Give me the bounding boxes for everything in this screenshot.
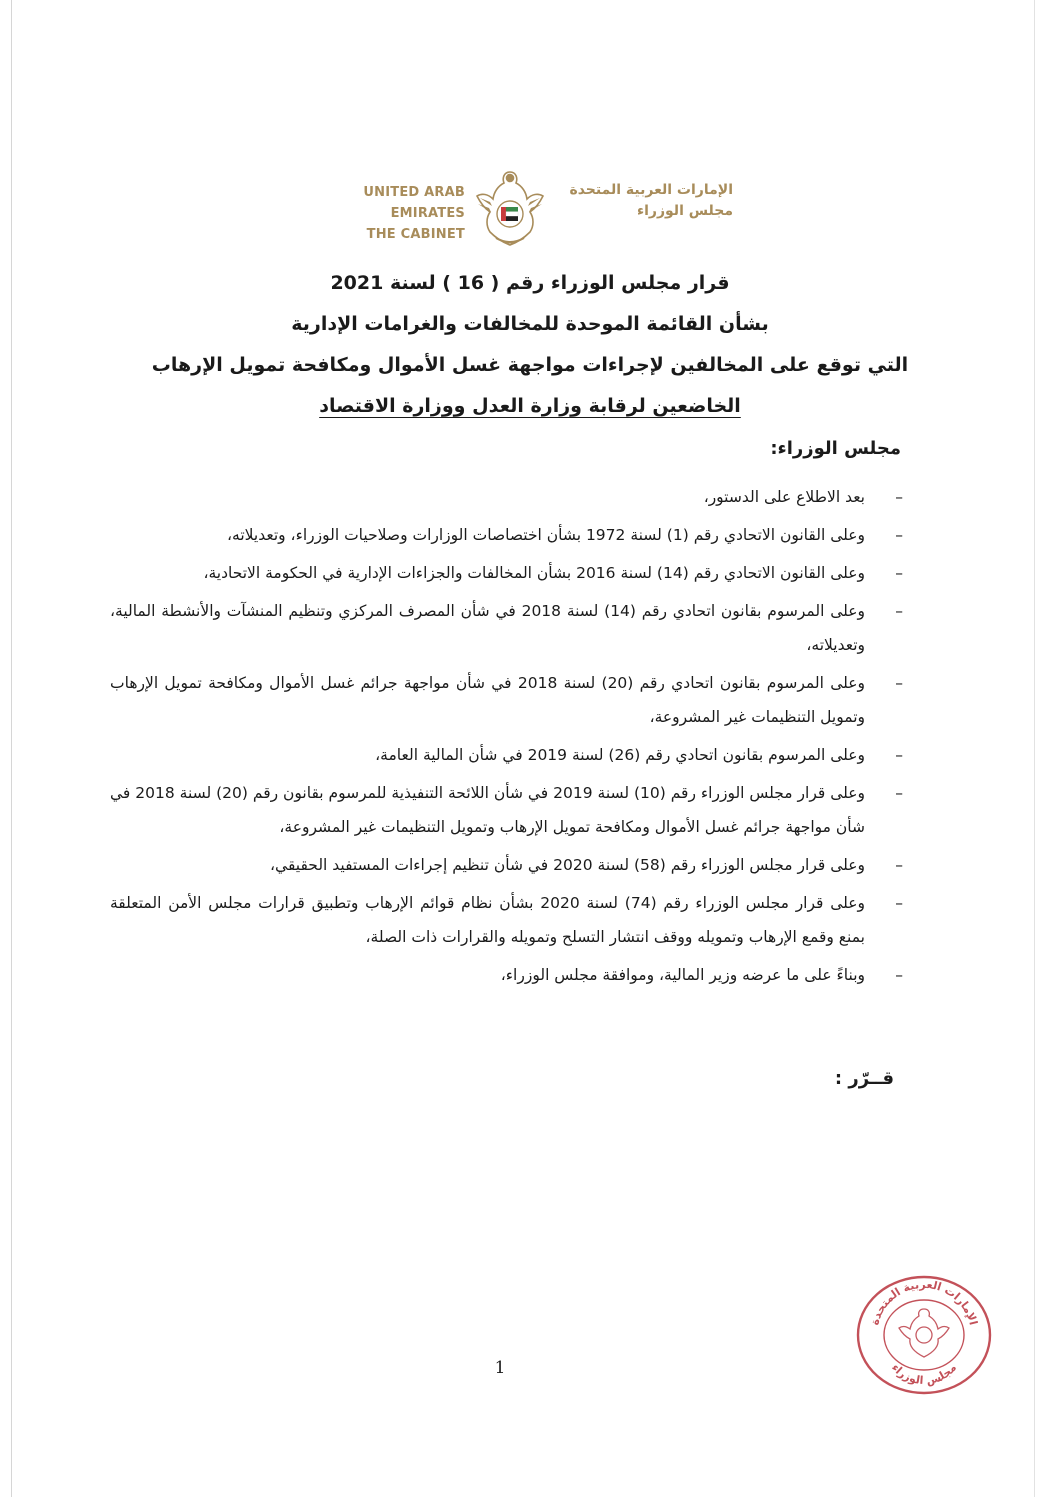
svg-text:مجلس الوزراء bbox=[889, 1361, 959, 1387]
clause-text: وبناءً على ما عرضه وزير المالية، وموافقة مجلس الوزراء، bbox=[500, 966, 865, 984]
preamble-clause bbox=[110, 666, 903, 734]
dash-bullet: – bbox=[895, 856, 903, 874]
letterhead bbox=[0, 166, 1058, 256]
preamble-clause bbox=[110, 958, 903, 992]
cabinet-seal-stamp-icon bbox=[855, 1273, 993, 1397]
clause-text: وعلى المرسوم بقانون اتحادي رقم (14) لسنة 2018 في شأن المصرف المركزي وتنظيم المنشآت والأنشطة المالية، وتعديلاته، bbox=[110, 602, 865, 654]
preamble-clause bbox=[110, 480, 903, 514]
dash-bullet: – bbox=[895, 488, 903, 506]
clause-text: وعلى قرار مجلس الوزراء رقم (10) لسنة 2019 في شأن اللائحة التنفيذية للمرسوم بقانون رقم (20) لسنة 2018 في شأن مواجهة جرائم غسل الأموال ومكافحة تمويل الإرهاب وتمويل التنظيمات غير المشروعة، bbox=[110, 784, 865, 836]
preamble-clause bbox=[110, 518, 903, 552]
letterhead-cabinet-ar: مجلس الوزراء bbox=[636, 203, 733, 219]
preamble-clause bbox=[110, 738, 903, 772]
preamble-clause bbox=[110, 594, 903, 662]
letterhead-country-ar: الإمارات العربية المتحدة bbox=[569, 182, 733, 198]
dash-bullet: – bbox=[895, 784, 903, 802]
clause-text: وعلى القانون الاتحادي رقم (14) لسنة 2016 بشأن المخالفات والجزاءات الإدارية في الحكومة الاتحادية، bbox=[203, 564, 865, 582]
dash-bullet: – bbox=[895, 674, 903, 692]
clause-text: بعد الاطلاع على الدستور، bbox=[703, 488, 865, 506]
dash-bullet: – bbox=[895, 526, 903, 544]
decided-heading: قــرّر : bbox=[834, 1068, 894, 1089]
council-heading: مجلس الوزراء: bbox=[770, 438, 901, 459]
letterhead-cabinet-en: THE CABINET bbox=[366, 227, 465, 242]
svg-text:الإمارات العربية المتحدة bbox=[868, 1278, 980, 1327]
preamble-clause bbox=[110, 848, 903, 882]
dash-bullet: – bbox=[895, 746, 903, 764]
uae-falcon-emblem-icon bbox=[474, 166, 546, 252]
clause-text: وعلى القانون الاتحادي رقم (1) لسنة 1972 بشأن اختصاصات الوزارات وصلاحيات الوزراء، وتعديلاته، bbox=[227, 526, 865, 544]
decision-subject-line-1: بشأن القائمة الموحدة للمخالفات والغرامات الإدارية bbox=[291, 313, 769, 335]
letterhead-english bbox=[290, 182, 465, 245]
decision-subject-line-2: التي توقع على المخالفين لإجراءات مواجهة غسل الأموال ومكافحة تمويل الإرهاب bbox=[151, 354, 909, 376]
clause-text: وعلى المرسوم بقانون اتحادي رقم (26) لسنة 2019 في شأن المالية العامة، bbox=[375, 746, 865, 764]
clause-text: وعلى قرار مجلس الوزراء رقم (74) لسنة 2020 بشأن نظام قوائم الإرهاب وتطبيق قرارات مجلس الأمن المتعلقة بمنع وقمع الإرهاب وتمويله ووقف انتشار التسلح وتمويله والقرارات ذات الصلة، bbox=[110, 894, 865, 946]
dash-bullet: – bbox=[895, 894, 903, 912]
dash-bullet: – bbox=[895, 602, 903, 620]
preamble-clause bbox=[110, 886, 903, 954]
seal-bottom-text: مجلس الوزراء bbox=[888, 1361, 960, 1388]
dash-bullet: – bbox=[895, 966, 903, 984]
preamble-clauses bbox=[110, 480, 903, 996]
preamble-clause bbox=[110, 776, 903, 844]
clause-text: وعلى قرار مجلس الوزراء رقم (58) لسنة 2020 في شأن تنظيم إجراءات المستفيد الحقيقي، bbox=[270, 856, 865, 874]
page-number: 1 bbox=[494, 1358, 506, 1378]
letterhead-country-en: UNITED ARAB EMIRATES bbox=[363, 185, 465, 221]
letterhead-arabic bbox=[548, 180, 733, 222]
seal-top-text: الإمارات العربية المتحدة bbox=[868, 1277, 980, 1327]
decision-subject-line-3: الخاضعين لرقابة وزارة العدل ووزارة الاقتصاد bbox=[319, 395, 741, 417]
decision-title: قرار مجلس الوزراء رقم ( 16 ) لسنة 2021 bbox=[330, 272, 730, 294]
clause-text: وعلى المرسوم بقانون اتحادي رقم (20) لسنة 2018 في شأن مواجهة جرائم غسل الأموال ومكافحة تمويل الإرهاب وتمويل التنظيمات غير المشروعة، bbox=[110, 674, 865, 726]
dash-bullet: – bbox=[895, 564, 903, 582]
preamble-clause bbox=[110, 556, 903, 590]
